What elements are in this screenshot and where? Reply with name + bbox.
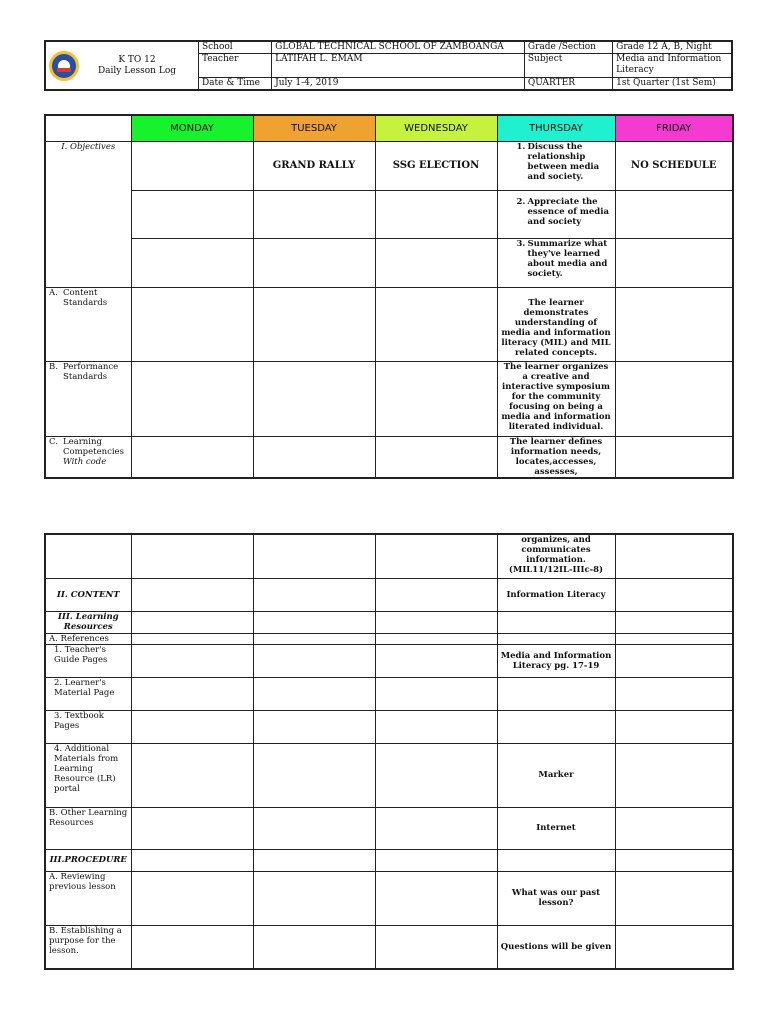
k12-title: K TO 12 (118, 54, 156, 65)
competencies-continued-thursday: organizes, and communicates information. (MIL11/12IL-IIIc-8) (497, 534, 615, 578)
performance-standards-tuesday (253, 362, 375, 437)
establishing-tuesday (253, 925, 375, 969)
objective-number: 3. (516, 239, 526, 249)
learners-material-label: 2. Learner's Material Page (45, 677, 131, 710)
other-resources-label: B. Other Learning Resources (45, 807, 131, 849)
objective-text: Discuss the relationship between media and society. (527, 142, 600, 182)
reviewing-label: A. Reviewing previous lesson (45, 871, 131, 925)
objective-3-monday (131, 239, 253, 288)
objective-2-wednesday (375, 191, 497, 239)
competencies-wednesday (375, 437, 497, 479)
textbook-label: 3. Textbook Pages (45, 710, 131, 743)
thursday-objective-3 (497, 239, 615, 288)
reviewing-tuesday (253, 871, 375, 925)
additional-monday (131, 743, 253, 807)
teacher-label: Teacher (198, 54, 271, 78)
establishing-thursday: Questions will be given (497, 925, 615, 969)
content-thursday: Information Literacy (497, 578, 615, 611)
learning-resources-label: III. Learning Resources (45, 611, 131, 633)
performance-standards-text: Performance Standards (63, 362, 119, 382)
objective-text: Appreciate the essence of media and society (527, 197, 609, 227)
learners-material-tuesday (253, 677, 375, 710)
thursday-objective-1 (497, 142, 615, 191)
performance-standards-monday (131, 362, 253, 437)
other-resources-monday (131, 807, 253, 849)
content-standards-tuesday (253, 288, 375, 362)
objective-1-monday (131, 142, 253, 191)
subject-value: Media and Information Literacy (613, 54, 732, 78)
resources-thursday (497, 611, 615, 633)
corner-cell (45, 115, 131, 142)
thursday-objective-2 (497, 191, 615, 239)
textbook-wednesday (375, 710, 497, 743)
procedure-wednesday (375, 849, 497, 871)
references-label: A. References (45, 633, 131, 644)
subject-label: Subject (524, 54, 612, 78)
performance-standards-wednesday (375, 362, 497, 437)
establishing-wednesday (375, 925, 497, 969)
procedure-monday (131, 849, 253, 871)
establishing-monday (131, 925, 253, 969)
content-standards-text: Content Standards (63, 288, 108, 308)
textbook-monday (131, 710, 253, 743)
performance-standards-label (45, 362, 131, 437)
daily-lesson-log-title: Daily Lesson Log (97, 65, 176, 76)
datetime-value: July 1-4, 2019 (272, 78, 525, 91)
resources-tuesday (253, 611, 375, 633)
objectives-label: I. Objectives (45, 142, 131, 288)
procedure-label: III.PROCEDURE (45, 849, 131, 871)
references-monday (131, 633, 253, 644)
objective-2-tuesday (253, 191, 375, 239)
content-standards-monday (131, 288, 253, 362)
procedure-tuesday (253, 849, 375, 871)
teachers-guide-friday (615, 644, 733, 677)
performance-standards-thursday: The learner organizes a creative and interactive symposium for the community focusing on being a media and information literated individual. (497, 362, 615, 437)
textbook-thursday (497, 710, 615, 743)
textbook-tuesday (253, 710, 375, 743)
reviewing-wednesday (375, 871, 497, 925)
learners-material-thursday (497, 677, 615, 710)
procedure-friday (615, 849, 733, 871)
cell-friday (615, 534, 733, 578)
day-header-thursday: THURSDAY (497, 115, 615, 142)
datetime-label: Date & Time (198, 78, 271, 91)
resources-friday (615, 611, 733, 633)
objective-3-tuesday (253, 239, 375, 288)
school-label: School (198, 41, 271, 54)
textbook-friday (615, 710, 733, 743)
other-resources-thursday: Internet (497, 807, 615, 849)
objective-3-wednesday (375, 239, 497, 288)
resources-wednesday (375, 611, 497, 633)
school-value: GLOBAL TECHNICAL SCHOOL OF ZAMBOANGA (272, 41, 525, 54)
competencies-text: Learning Competencies (63, 437, 124, 457)
objective-text: Summarize what they've learned about media and society. (527, 239, 608, 279)
teachers-guide-thursday: Media and Information Literacy pg. 17-19 (497, 644, 615, 677)
row-label-empty (45, 534, 131, 578)
content-tuesday (253, 578, 375, 611)
references-tuesday (253, 633, 375, 644)
tuesday-note: GRAND RALLY (253, 142, 375, 191)
references-wednesday (375, 633, 497, 644)
performance-standards-letter: B. (49, 362, 58, 372)
teachers-guide-tuesday (253, 644, 375, 677)
teacher-value: LATIFAH L. EMAM (272, 54, 525, 78)
procedure-thursday (497, 849, 615, 871)
teachers-guide-label: 1. Teacher's Guide Pages (45, 644, 131, 677)
reviewing-monday (131, 871, 253, 925)
learners-material-friday (615, 677, 733, 710)
establishing-friday (615, 925, 733, 969)
wednesday-note: SSG ELECTION (375, 142, 497, 191)
competencies-label (45, 437, 131, 479)
objective-number: 1. (516, 142, 526, 152)
performance-standards-friday (615, 362, 733, 437)
content-standards-thursday: The learner demonstrates understanding of media and information literacy (MIL) and MIL related concepts. (497, 288, 615, 362)
teachers-guide-wednesday (375, 644, 497, 677)
friday-note: NO SCHEDULE (615, 142, 733, 191)
additional-wednesday (375, 743, 497, 807)
learners-material-monday (131, 677, 253, 710)
additional-thursday: Marker (497, 743, 615, 807)
objective-number: 2. (516, 197, 526, 207)
other-resources-wednesday (375, 807, 497, 849)
lesson-table-part-1 (44, 114, 734, 479)
cell-monday (131, 534, 253, 578)
content-standards-label (45, 288, 131, 362)
competencies-tuesday (253, 437, 375, 479)
day-header-monday: MONDAY (131, 115, 253, 142)
lesson-table-part-2 (44, 533, 734, 970)
establishing-label: B. Establishing a purpose for the lesson. (45, 925, 131, 969)
day-header-wednesday: WEDNESDAY (375, 115, 497, 142)
competencies-thursday: The learner defines information needs, locates,accesses, assesses, (497, 437, 615, 479)
content-standards-letter: A. (49, 288, 58, 298)
resources-monday (131, 611, 253, 633)
reviewing-friday (615, 871, 733, 925)
teachers-guide-monday (131, 644, 253, 677)
content-friday (615, 578, 733, 611)
competencies-letter: C. (49, 437, 58, 447)
school-logo (49, 51, 79, 81)
quarter-value: 1st Quarter (1st Sem) (613, 78, 732, 91)
competencies-friday (615, 437, 733, 479)
competencies-monday (131, 437, 253, 479)
content-monday (131, 578, 253, 611)
objective-3-friday (615, 239, 733, 288)
other-resources-tuesday (253, 807, 375, 849)
day-header-friday: FRIDAY (615, 115, 733, 142)
objective-2-monday (131, 191, 253, 239)
header-logo-cell (45, 41, 198, 90)
additional-friday (615, 743, 733, 807)
objective-2-friday (615, 191, 733, 239)
references-thursday (497, 633, 615, 644)
competencies-sub: With code (63, 457, 107, 467)
cell-tuesday (253, 534, 375, 578)
grade-section-label: Grade /Section (524, 41, 612, 54)
learners-material-wednesday (375, 677, 497, 710)
cell-wednesday (375, 534, 497, 578)
lesson-log-header (44, 40, 733, 91)
content-label: II. CONTENT (45, 578, 131, 611)
other-resources-friday (615, 807, 733, 849)
quarter-label: QUARTER (524, 78, 612, 91)
grade-section-value: Grade 12 A, B, Night (613, 41, 732, 54)
additional-tuesday (253, 743, 375, 807)
content-wednesday (375, 578, 497, 611)
references-friday (615, 633, 733, 644)
content-standards-friday (615, 288, 733, 362)
content-standards-wednesday (375, 288, 497, 362)
day-header-tuesday: TUESDAY (253, 115, 375, 142)
reviewing-thursday: What was our past lesson? (497, 871, 615, 925)
additional-materials-label: 4. Additional Materials from Learning Resource (LR) portal (45, 743, 131, 807)
